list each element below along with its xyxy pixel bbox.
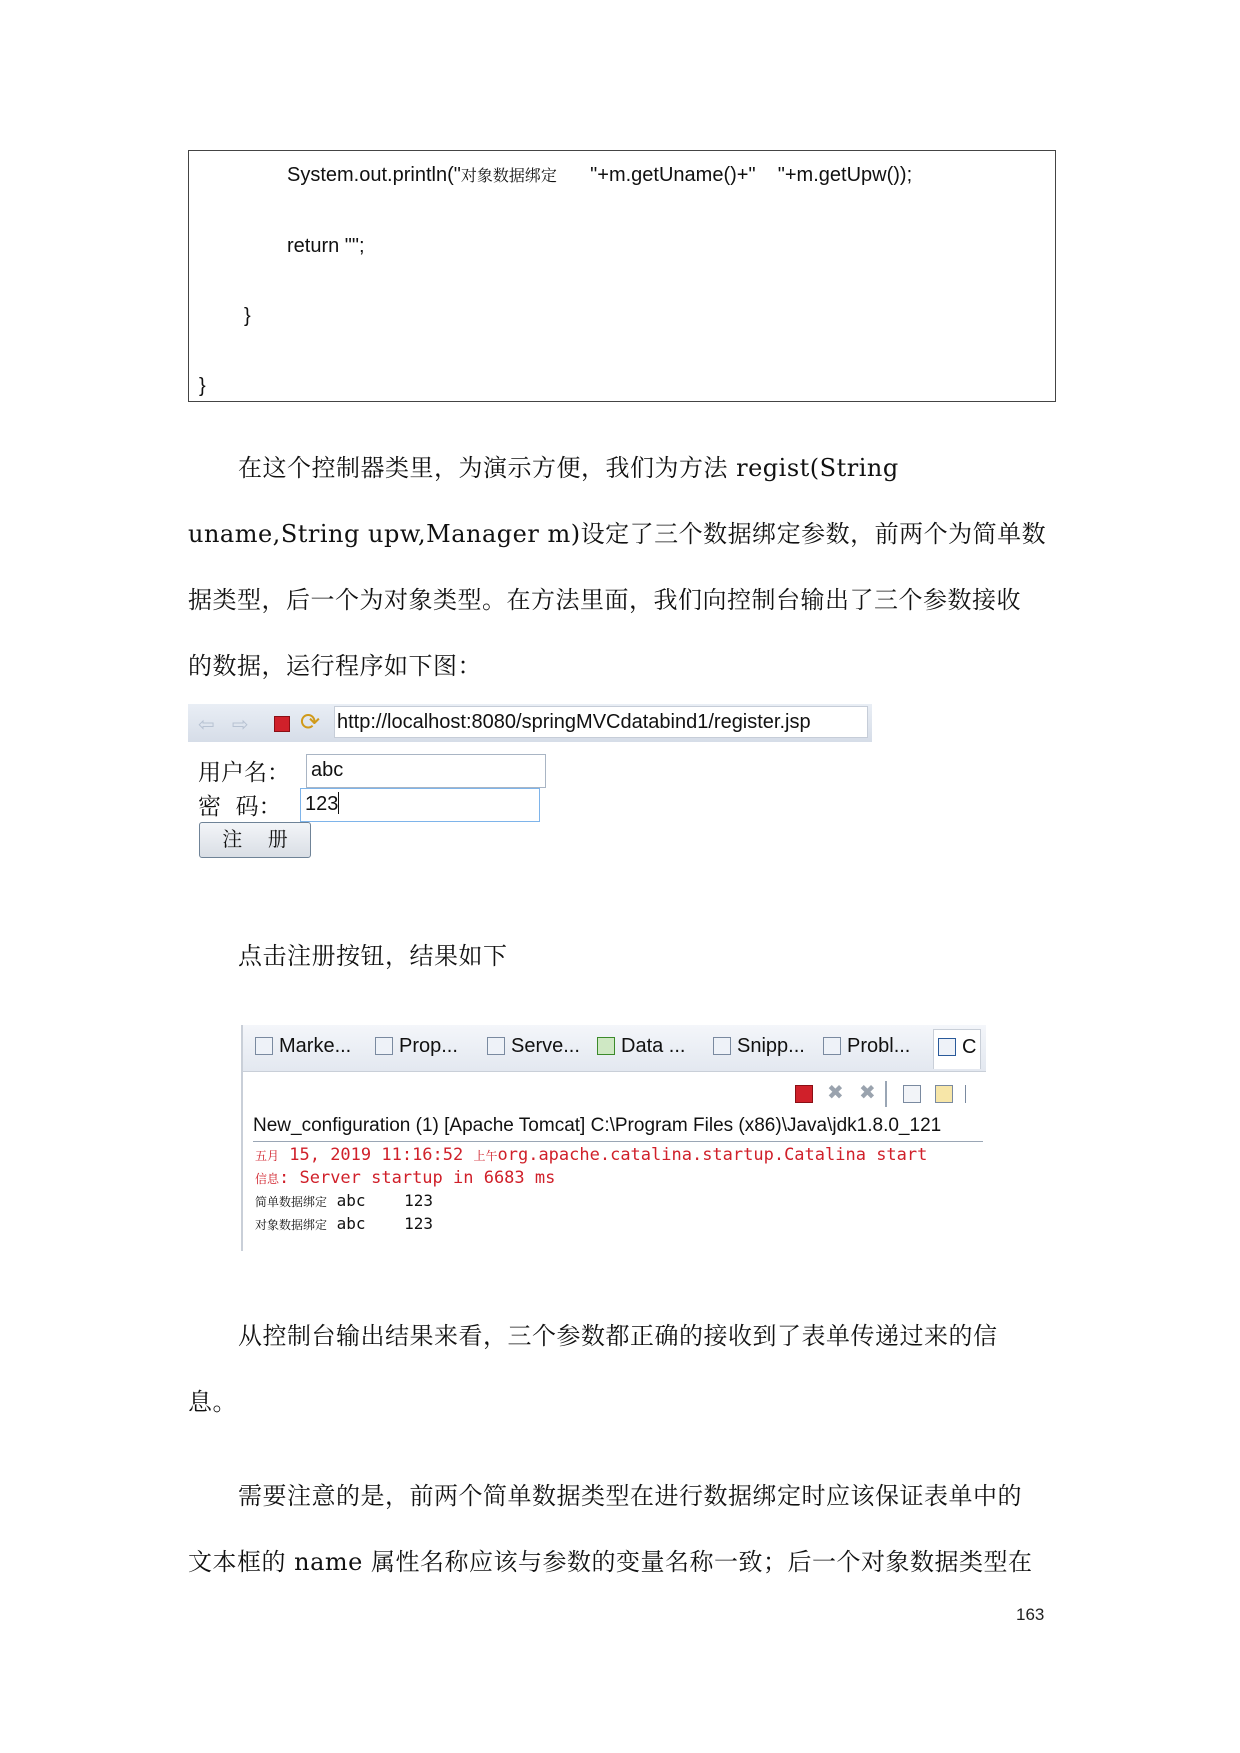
code-line-close-class: } xyxy=(199,375,206,397)
toolbar-separator xyxy=(885,1081,887,1107)
code-line-return: return ""; xyxy=(287,235,365,257)
back-arrow-icon[interactable]: ⇦ xyxy=(198,712,215,736)
paragraph-1-line-1: 在这个控制器类里，为演示方便，我们为方法 regist(String xyxy=(238,454,899,482)
password-input[interactable]: 123 xyxy=(300,788,540,822)
scroll-lock-icon[interactable] xyxy=(935,1085,953,1103)
address-bar[interactable]: http://localhost:8080/springMVCdatabind1/register.jsp xyxy=(334,706,868,738)
paragraph-4-line-1: 需要注意的是，前两个简单数据类型在进行数据绑定时应该保证表单中的 xyxy=(238,1482,1022,1510)
remove-all-terminated-icon[interactable]: ✖ xyxy=(859,1080,876,1104)
tab-problems[interactable]: Probl... xyxy=(823,1035,910,1058)
snippets-icon xyxy=(713,1037,731,1055)
more-toolbar-icon[interactable] xyxy=(965,1085,969,1103)
paragraph-1-line-4: 的数据，运行程序如下图： xyxy=(188,652,482,680)
forward-arrow-icon[interactable]: ⇨ xyxy=(232,712,249,736)
problems-icon xyxy=(823,1037,841,1055)
tab-servers[interactable]: Serve... xyxy=(487,1035,580,1058)
tab-console[interactable]: C xyxy=(933,1029,981,1069)
tab-markers[interactable]: Marke... xyxy=(255,1035,351,1058)
stop-icon[interactable] xyxy=(274,716,290,732)
page-number: 163 xyxy=(1016,1605,1045,1624)
eclipse-console-panel xyxy=(241,1025,986,1251)
paragraph-3-line-1: 从控制台输出结果来看，三个参数都正确的接收到了表单传递过来的信 xyxy=(238,1322,998,1350)
tab-snippets[interactable]: Snipp... xyxy=(713,1035,805,1058)
paragraph-2: 点击注册按钮，结果如下 xyxy=(238,942,508,970)
username-input[interactable]: abc xyxy=(306,754,546,788)
paragraph-1-line-2: uname,String upw,Manager m)设定了三个数据绑定参数，前两个为简单数 xyxy=(188,520,1047,548)
servers-icon xyxy=(487,1037,505,1055)
code-line-close-method: } xyxy=(244,305,251,327)
terminate-icon[interactable] xyxy=(795,1085,813,1103)
text-caret xyxy=(338,792,339,814)
clear-console-icon[interactable] xyxy=(903,1085,921,1103)
remove-launch-icon[interactable]: ✖ xyxy=(827,1080,844,1104)
console-title: New_configuration (1) [Apache Tomcat] C:\Program Files (x86)\Java\jdk1.8.0_121 xyxy=(253,1111,983,1142)
paragraph-3-line-2: 息。 xyxy=(188,1388,237,1416)
username-label: 用户名： xyxy=(198,760,290,786)
browser-toolbar xyxy=(188,704,872,742)
data-source-icon xyxy=(597,1037,615,1055)
paragraph-4-line-2: 文本框的 name 属性名称应该与参数的变量名称一致；后一个对象数据类型在 xyxy=(188,1548,1033,1576)
tab-data-source[interactable]: Data ... xyxy=(597,1035,685,1058)
password-label: 密 码： xyxy=(198,794,282,820)
code-line-println: System.out.println("对象数据绑定 "+m.getUname()+" "+m.getUpw()); xyxy=(287,164,913,186)
properties-icon xyxy=(375,1037,393,1055)
view-tab-bar xyxy=(243,1025,986,1072)
console-icon xyxy=(938,1038,956,1056)
code-listing xyxy=(188,150,1056,402)
markers-icon xyxy=(255,1037,273,1055)
output-line-object: 对象数据绑定 abc 123 xyxy=(255,1214,433,1233)
log-line-2: 信息: Server startup in 6683 ms xyxy=(255,1168,556,1188)
paragraph-1-line-3: 据类型，后一个为对象类型。在方法里面，我们向控制台输出了三个参数接收 xyxy=(188,586,1021,614)
refresh-icon[interactable]: ⟳ xyxy=(300,708,321,736)
log-line-1: 五月 15, 2019 11:16:52 上午org.apache.catalina.startup.Catalina start xyxy=(255,1145,928,1165)
output-line-simple: 简单数据绑定 abc 123 xyxy=(255,1191,433,1210)
register-button[interactable]: 注 册 xyxy=(199,822,311,858)
tab-properties[interactable]: Prop... xyxy=(375,1035,458,1058)
